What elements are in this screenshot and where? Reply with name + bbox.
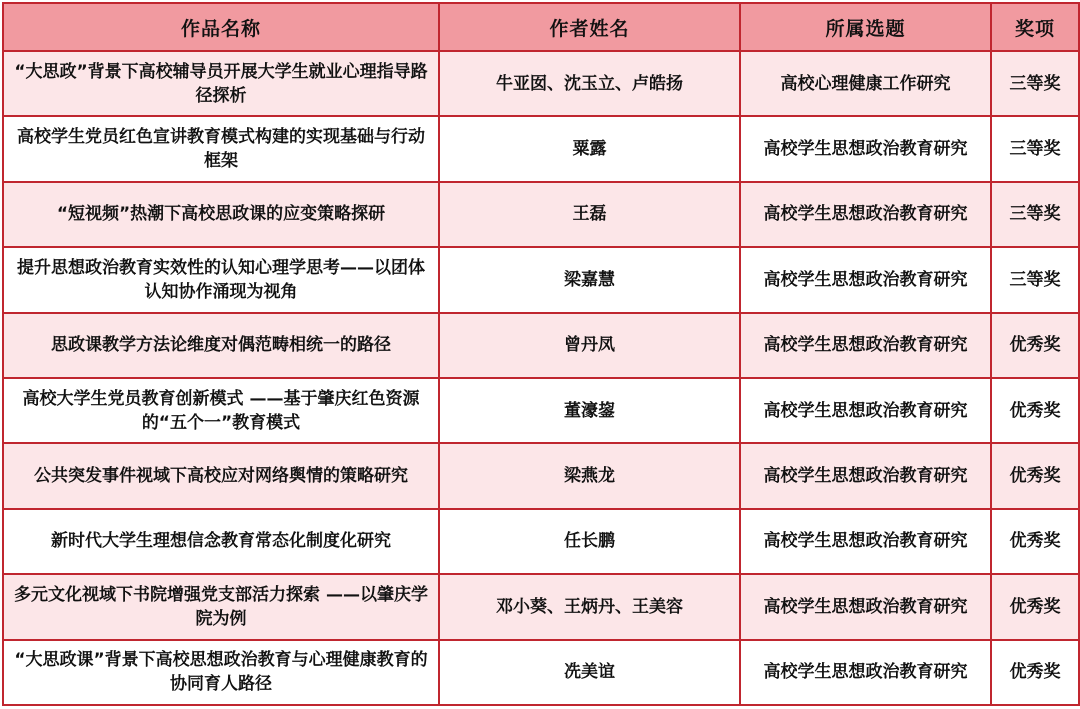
- topic-cell: 高校学生思想政治教育研究: [740, 116, 991, 181]
- topic-cell: 高校学生思想政治教育研究: [740, 247, 991, 312]
- topic-cell: 高校学生思想政治教育研究: [740, 313, 991, 378]
- author-cell: 牛亚囡、沈玉立、卢皓扬: [439, 51, 740, 116]
- work-title-cell: 多元文化视域下书院增强党支部活力探索 ——以肇庆学院为例: [3, 574, 439, 639]
- author-cell: 曾丹凤: [439, 313, 740, 378]
- awards-table: [2, 2, 1080, 706]
- work-title-cell: 新时代大学生理想信念教育常态化制度化研究: [3, 509, 439, 574]
- table-row: [3, 313, 1079, 378]
- work-title-cell: “大思政”背景下高校辅导员开展大学生就业心理指导路径探析: [3, 51, 439, 116]
- topic-cell: 高校学生思想政治教育研究: [740, 574, 991, 639]
- topic-cell: 高校学生思想政治教育研究: [740, 509, 991, 574]
- award-cell: 优秀奖: [991, 509, 1079, 574]
- work-title-cell: 提升思想政治教育实效性的认知心理学思考——以团体认知协作涌现为视角: [3, 247, 439, 312]
- author-cell: 董濠鋆: [439, 378, 740, 443]
- table-row: [3, 116, 1079, 181]
- table-row: [3, 443, 1079, 508]
- work-title-cell: 公共突发事件视域下高校应对网络舆情的策略研究: [3, 443, 439, 508]
- award-cell: 优秀奖: [991, 574, 1079, 639]
- topic-cell: 高校学生思想政治教育研究: [740, 182, 991, 247]
- author-cell: 王磊: [439, 182, 740, 247]
- table-row: [3, 574, 1079, 639]
- work-title-cell: 高校学生党员红色宣讲教育模式构建的实现基础与行动框架: [3, 116, 439, 181]
- table-header-row: [3, 3, 1079, 51]
- header-title: 作品名称: [3, 3, 439, 51]
- work-title-cell: 思政课教学方法论维度对偶范畴相统一的路径: [3, 313, 439, 378]
- author-cell: 梁燕龙: [439, 443, 740, 508]
- work-title-cell: 高校大学生党员教育创新模式 ——基于肇庆红色资源的“五个一”教育模式: [3, 378, 439, 443]
- award-cell: 优秀奖: [991, 443, 1079, 508]
- topic-cell: 高校学生思想政治教育研究: [740, 378, 991, 443]
- author-cell: 粟露: [439, 116, 740, 181]
- table-row: [3, 640, 1079, 705]
- award-cell: 三等奖: [991, 51, 1079, 116]
- topic-cell: 高校学生思想政治教育研究: [740, 640, 991, 705]
- author-cell: 邓小葵、王炳丹、王美容: [439, 574, 740, 639]
- header-topic: 所属选题: [740, 3, 991, 51]
- award-cell: 三等奖: [991, 182, 1079, 247]
- author-cell: 梁嘉慧: [439, 247, 740, 312]
- table-row: [3, 378, 1079, 443]
- table-row: [3, 247, 1079, 312]
- work-title-cell: “短视频”热潮下高校思政课的应变策略探研: [3, 182, 439, 247]
- topic-cell: 高校心理健康工作研究: [740, 51, 991, 116]
- award-cell: 优秀奖: [991, 378, 1079, 443]
- table-row: [3, 182, 1079, 247]
- header-authors: 作者姓名: [439, 3, 740, 51]
- award-cell: 优秀奖: [991, 640, 1079, 705]
- author-cell: 冼美谊: [439, 640, 740, 705]
- topic-cell: 高校学生思想政治教育研究: [740, 443, 991, 508]
- table-row: [3, 51, 1079, 116]
- author-cell: 任长鹏: [439, 509, 740, 574]
- table-row: [3, 509, 1079, 574]
- award-cell: 优秀奖: [991, 313, 1079, 378]
- award-cell: 三等奖: [991, 247, 1079, 312]
- work-title-cell: “大思政课”背景下高校思想政治教育与心理健康教育的协同育人路径: [3, 640, 439, 705]
- header-award: 奖项: [991, 3, 1079, 51]
- award-cell: 三等奖: [991, 116, 1079, 181]
